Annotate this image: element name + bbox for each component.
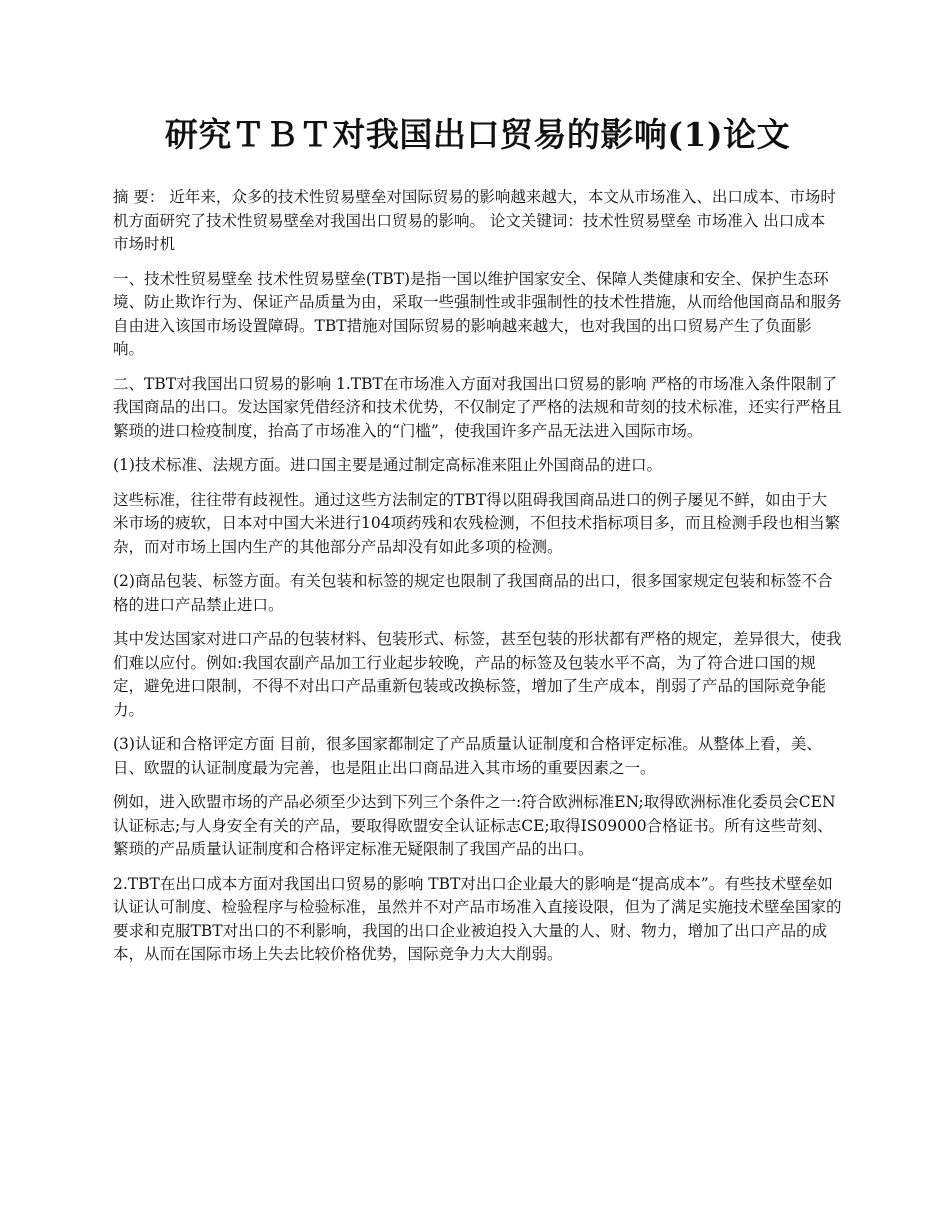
body-paragraph: 一、技术性贸易壁垒 技术性贸易壁垒(TBT)是指一国以维护国家安全、保障人类健康和安全、保护生态环境、防止欺诈行为、保证产品质量为由，采取一些强制性或非强制性的技术性措施，从而给他国商品和服务自由进入该国市场设置障碍。TBT措施对国际贸易的影响越来越大，也对我国的出口贸易产生了负面影响。 (113, 269, 842, 358)
body-paragraph: 例如，进入欧盟市场的产品必须至少达到下列三个条件之一:符合欧洲标准EN;取得欧洲标准化委员会CEN认证标志;与人身安全有关的产品，要取得欧盟安全认证标志CE;取得IS09000合格证书。所有这些苛刻、繁琐的产品质量认证制度和合格评定标准无疑限制了我国产品的出口。 (113, 793, 836, 858)
body-paragraph: (2)商品包装、标签方面。有关包装和标签的规定也限制了我国商品的出口，很多国家规定包装和标签不合格的进口产品禁止进口。 (113, 572, 833, 614)
abstract-paragraph: 摘 要： 近年来，众多的技术性贸易壁垒对国际贸易的影响越来越大，本文从市场准入、出口成本、市场时机方面研究了技术性贸易壁垒对我国出口贸易的影响。 论文关键词：技术性贸易壁垒 市场准入 出口成本 市场时机 (113, 188, 836, 253)
body-paragraph: (1)技术标准、法规方面。进口国主要是通过制定高标准来阻止外国商品的进口。 (113, 456, 662, 474)
body-paragraph: 二、TBT对我国出口贸易的影响 1.TBT在市场准入方面对我国出口贸易的影响 严格的市场准入条件限制了我国商品的出口。发达国家凭借经济和技术优势，不仅制定了严格的法规和苛刻的技术标准，还实行严格且繁琐的进口检疫制度，抬高了市场准入的“门槛”，使我国许多产品无法进入国际市场。 (113, 374, 842, 440)
body-paragraph: 其中发达国家对进口产品的包装材料、包装形式、标签，甚至包装的形状都有严格的规定，差异很大，使我们难以应付。例如:我国农副产品加工行业起步较晚，产品的标签及包装水平不高，为了符合进口国的规定，避免进口限制，不得不对出口产品重新包装或改换标签，增加了生产成本，削弱了产品的国际竞争能力。 (113, 630, 842, 719)
body-paragraph: (3)认证和合格评定方面 目前，很多国家都制定了产品质量认证制度和合格评定标准。从整体上看，美、日、欧盟的认证制度最为完善，也是阻止出口商品进入其市场的重要因素之一。 (113, 735, 822, 777)
document-title: 研究ＴＢＴ对我国出口贸易的影响(1)论文 (164, 115, 791, 154)
body-paragraph: 这些标准，往往带有歧视性。通过这些方法制定的TBT得以阻碍我国商品进口的例子屡见不鲜，如由于大米市场的疲软，日本对中国大米进行104项药残和农残检测，不但技术指标项目多，而且检测手段也相当繁杂，而对市场上国内生产的其他部分产品却没有如此多项的检测。 (113, 490, 841, 556)
body-paragraph: 2.TBT在出口成本方面对我国出口贸易的影响 TBT对出口企业最大的影响是“提高成本”。有些技术壁垒如认证认可制度、检验程序与检验标准，虽然并不对产品市场准入直接设限，但为了满足实施技术壁垒国家的要求和克服TBT对出口的不利影响，我国的出口企业被迫投入大量的人、财、物力，增加了出口产品的成本，从而在国际市场上失去比较价格优势，国际竞争力大大削弱。 (113, 874, 842, 963)
